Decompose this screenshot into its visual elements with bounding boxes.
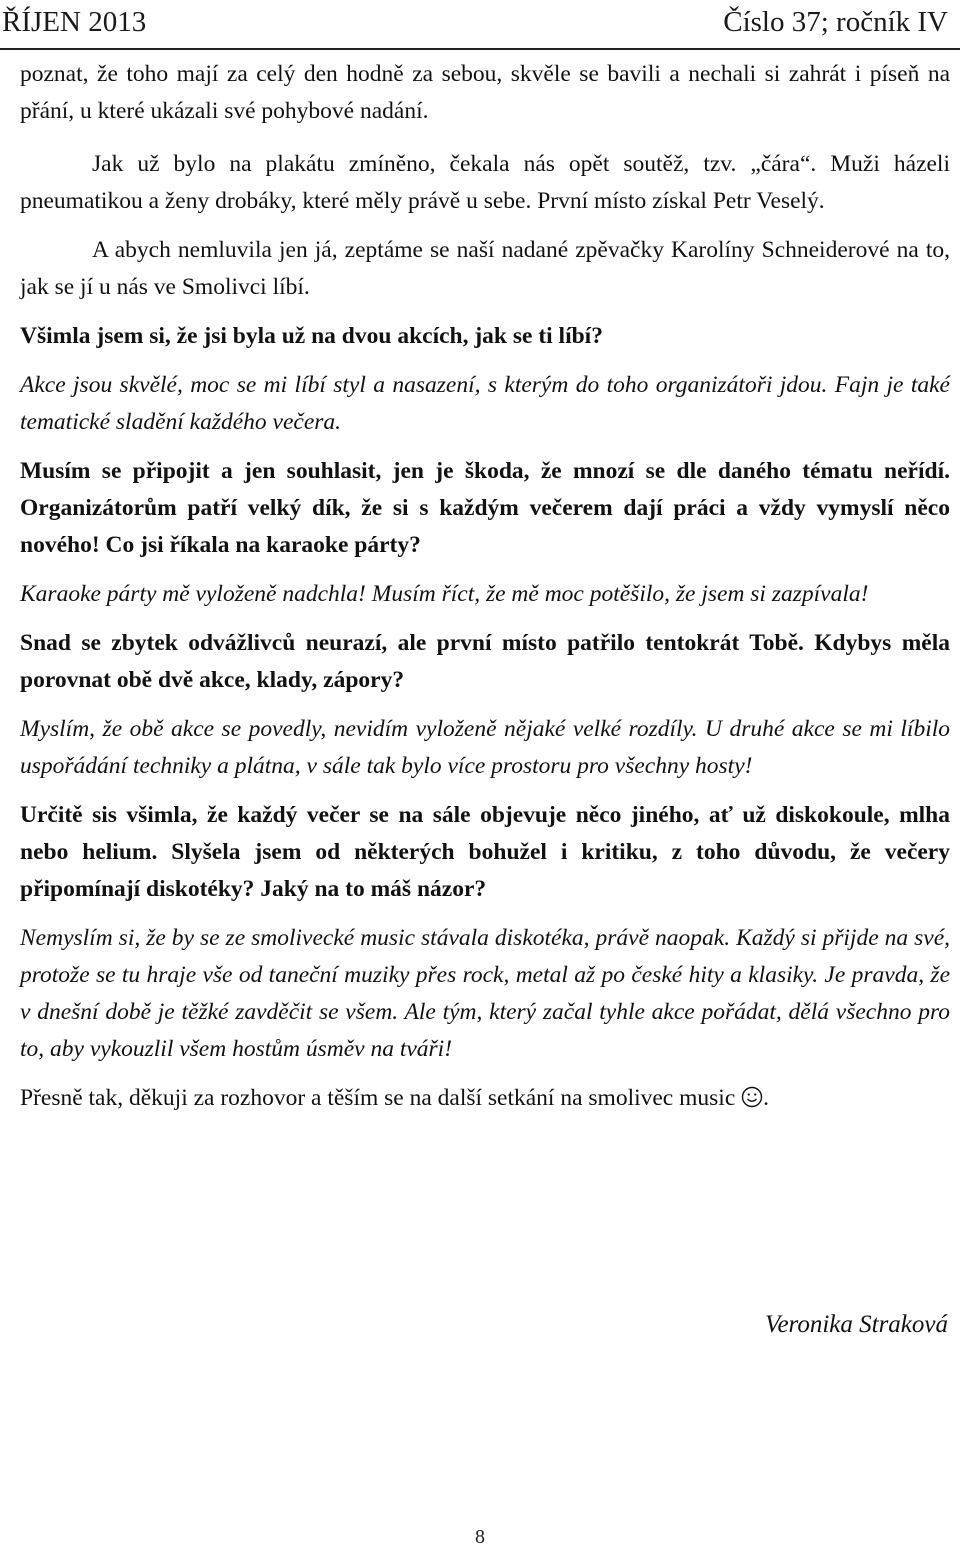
- closing-period: .: [763, 1085, 769, 1111]
- interview-answer-2: Karaoke párty mě vyloženě nadchla! Musím říct, že mě moc potěšilo, že jsem si zazpívala!: [20, 581, 869, 607]
- header-divider: [0, 48, 960, 50]
- closing-line: [20, 1080, 950, 1117]
- author-signature: Veronika Straková: [764, 1311, 948, 1338]
- interview-question-4: Určitě sis všimla, že každý večer se na sále objevuje něco jiného, ať už diskokoule, mlha nebo helium. Slyšela jsem od některých bohužel i kritiku, z toho důvodu, že večery připomínají diskotéky? Jaký na to máš názor?: [20, 802, 950, 902]
- interview-question-3: Snad se zbytek odvážlivců neurazí, ale první místo patřilo tentokrát Tobě. Kdybys měla porovnat obě dvě akce, klady, zápory?: [20, 630, 950, 693]
- header-issue: Číslo 37; ročník IV: [723, 6, 948, 38]
- header-date: ŘÍJEN 2013: [2, 6, 147, 38]
- article-body: [20, 56, 950, 1117]
- closing-text: Přesně tak, děkuji za rozhovor a těším se na další setkání na smolivec music: [20, 1085, 736, 1111]
- interview-answer-3: Myslím, že obě akce se povedly, nevidím vyloženě nějaké velké rozdíly. U druhé akce se mi líbilo uspořádání techniky a plátna, v sále tak bylo více prostoru pro všechny hosty!: [20, 716, 950, 779]
- smiley-face-icon: [741, 1083, 763, 1105]
- paragraph-contest: Jak už bylo na plakátu zmíněno, čekala nás opět soutěž, tzv. „čára“. Muži házeli pneumatikou a ženy drobáky, které měly právě u sebe. První místo získal Petr Veselý.: [20, 151, 950, 214]
- paragraph-continuation: poznat, že toho mají za celý den hodně za sebou, skvěle se bavili a nechali si zahrát i píseň na přání, u které ukázali své pohybové nadání.: [20, 61, 950, 124]
- page-number: 8: [475, 1526, 485, 1548]
- interview-answer-1: Akce jsou skvělé, moc se mi líbí styl a nasazení, s kterým do toho organizátoři jdou. Fajn je také tematické sladění každého večera.: [20, 372, 950, 435]
- interview-answer-4: Nemyslím si, že by se ze smolivecké music stávala diskotéka, právě naopak. Každý si přijde na své, protože se tu hraje vše od taneční muziky přes rock, metal až po české hity a klasiky. Je pravda, že v dnešní době je těžké zavděčit se všem. Ale tým, který začal tyhle akce pořádat, dělá všechno pro to, aby vykouzlil všem hostům úsměv na tváři!: [20, 925, 950, 1062]
- interview-question-2: Musím se připojit a jen souhlasit, jen je škoda, že mnozí se dle daného tématu neřídí. Organizátorům patří velký dík, že si s každým večerem dají práci a vždy vymyslí něco nového! Co jsi říkala na karaoke párty?: [20, 458, 950, 558]
- paragraph-interview-intro: A abych nemluvila jen já, zeptáme se naší nadané zpěvačky Karolíny Schneiderové na to, jak se jí u nás ve Smolivci líbí.: [20, 237, 950, 300]
- interview-question-1: Všimla jsem si, že jsi byla už na dvou akcích, jak se ti líbí?: [20, 323, 603, 349]
- page-header: [0, 2, 960, 42]
